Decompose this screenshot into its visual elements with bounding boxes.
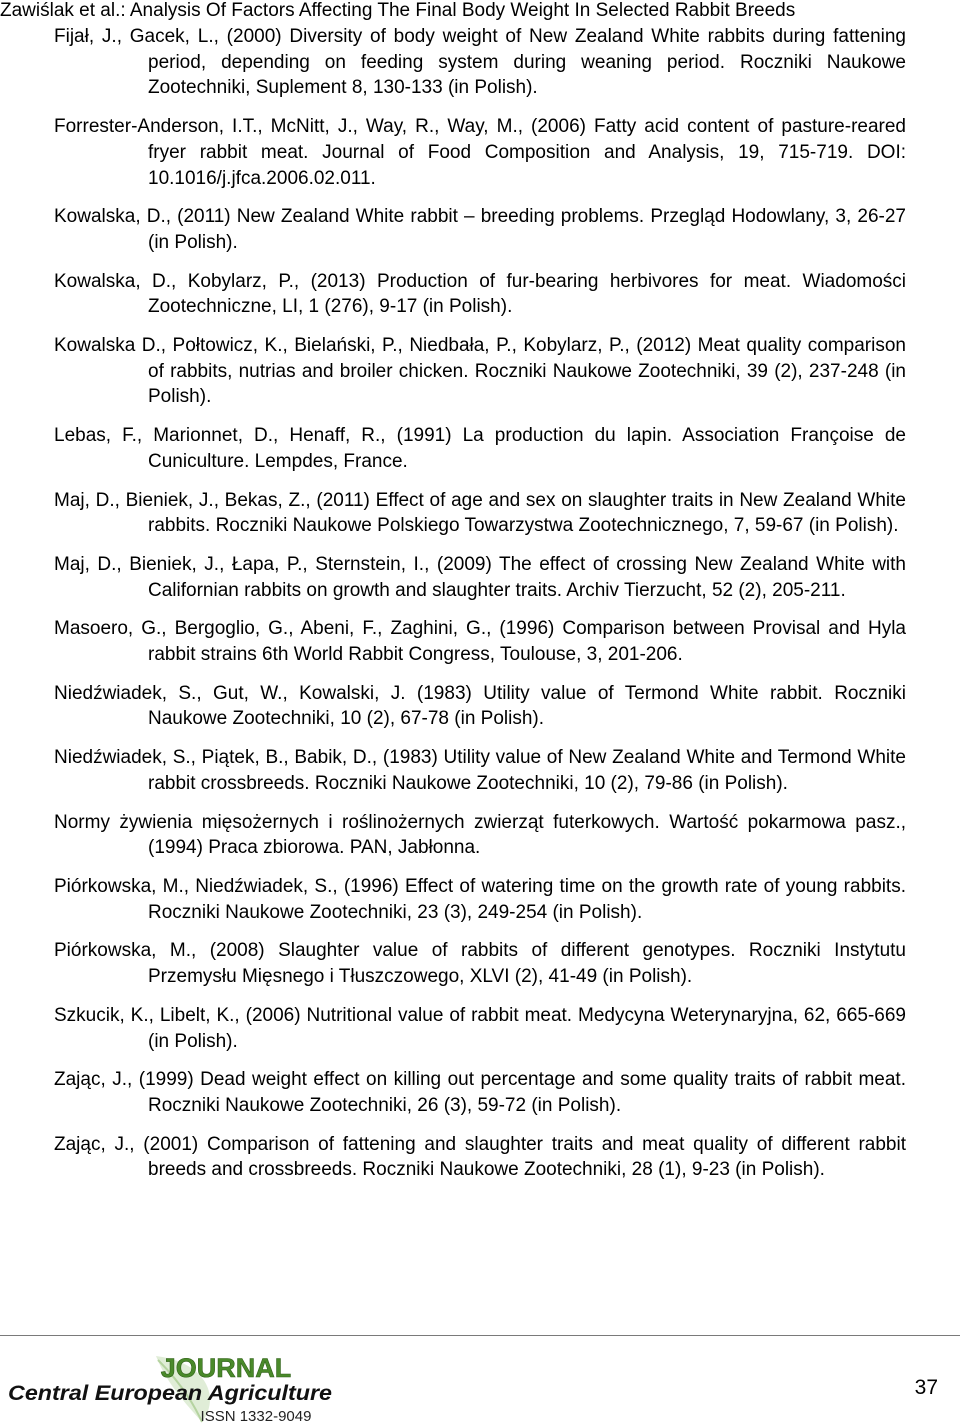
reference-item: Lebas, F., Marionnet, D., Henaff, R., (1991) La production du lapin. Association Françoise de Cuniculture. Lempdes, France. — [54, 425, 906, 472]
reference-item: Maj, D., Bieniek, J., Łapa, P., Sternstein, I., (2009) The effect of crossing New Zealand White with Californian rabbits on growth and slaughter traits. Archiv Tierzucht, 52 (2), 205-211. — [54, 553, 906, 601]
reference-item: Piórkowska, M., Niedźwiadek, S., (1996) Effect of watering time on the growth rate of young rabbits. Roczniki Naukowe Zootechniki, 23 (3), 249-254 (in Polish). — [54, 875, 906, 923]
reference-item: Niedźwiadek, S., Piątek, B., Babik, D., (1983) Utility value of New Zealand White and Termond White rabbit crossbreeds. Roczniki Naukowe Zootechniki, 10 (2), 79-86 (in Polish). — [54, 747, 906, 794]
logo-journal: JOURNAL — [160, 1353, 292, 1383]
reference-item: Piórkowska, M., (2008) Slaughter value of rabbits of different genotypes. Roczniki Instytutu Przemysłu Mięsnego i Tłuszczowego, XLVI (2), 41-49 (in Polish). — [54, 940, 906, 988]
page-number: 37 — [914, 1376, 938, 1399]
logo-title: Central European Agriculture — [8, 1382, 333, 1405]
reference-item: Kowalska, D., Kobylarz, P., (2013) Production of fur-bearing herbivores for meat. Wiadomości Zootechniczne, LI, 1 (276), 9-17 (in Polish). — [54, 270, 906, 318]
reference-item: Fijał, J., Gacek, L., (2000) Diversity of body weight of New Zealand White rabbits during fattening period, depending on feeding system during weaning period. Roczniki Naukowe Zootechniki, Suplement 8, 130-133 (in Polish). — [54, 26, 906, 99]
reference-item: Kowalska, D., (2011) New Zealand White rabbit – breeding problems. Przegląd Hodowlany, 3, 26-27 (in Polish). — [54, 206, 906, 253]
reference-item: Szkucik, K., Libelt, K., (2006) Nutritional value of rabbit meat. Medycyna Weterynaryjna, 62, 665-669 (in Polish). — [54, 1004, 906, 1052]
journal-logo — [6, 1352, 336, 1424]
running-header: Zawiślak et al.: Analysis Of Factors Affecting The Final Body Weight In Selected Rabbit Breeds — [0, 0, 796, 21]
reference-item: Kowalska D., Połtowicz, K., Bielański, P., Niedbała, P., Kobylarz, P., (2012) Meat quality comparison of rabbits, nutrias and broiler chicken. Roczniki Naukowe Zootechniki, 39 (2), 237-248 (in Polish). — [54, 335, 906, 408]
reference-item: Normy żywienia mięsożernych i roślinożernych zwierząt futerkowych. Wartość pokarmowa pasz., (1994) Praca zbiorowa. PAN, Jabłonna. — [54, 811, 906, 859]
reference-list — [54, 24, 906, 1196]
reference-item: Zając, J., (2001) Comparison of fattening and slaughter traits and meat quality of different rabbit breeds and crossbreeds. Roczniki Naukowe Zootechniki, 28 (1), 9-23 (in Polish). — [54, 1133, 906, 1181]
logo-issn: ISSN 1332-9049 — [200, 1408, 312, 1424]
footer-divider — [0, 1335, 960, 1336]
reference-item: Niedźwiadek, S., Gut, W., Kowalski, J. (1983) Utility value of Termond White rabbit. Roczniki Naukowe Zootechniki, 10 (2), 67-78 (in Polish). — [54, 682, 906, 730]
reference-item: Zając, J., (1999) Dead weight effect on killing out percentage and some quality traits of rabbit meat. Roczniki Naukowe Zootechniki, 26 (3), 59-72 (in Polish). — [54, 1069, 906, 1116]
reference-item: Forrester-Anderson, I.T., McNitt, J., Way, R., Way, M., (2006) Fatty acid content of pasture-reared fryer rabbit meat. Journal of Food Composition and Analysis, 19, 715-719. DOI: 10.1016/j.jfca.2006.02.011. — [54, 116, 906, 189]
reference-item: Maj, D., Bieniek, J., Bekas, Z., (2011) Effect of age and sex on slaughter traits in New Zealand White rabbits. Roczniki Naukowe Polskiego Towarzystwa Zootechnicznego, 7, 59-67 (in Polish). — [54, 489, 906, 537]
reference-item: Masoero, G., Bergoglio, G., Abeni, F., Zaghini, G., (1996) Comparison between Provisal and Hyla rabbit strains 6th World Rabbit Congress, Toulouse, 3, 201-206. — [54, 618, 906, 666]
